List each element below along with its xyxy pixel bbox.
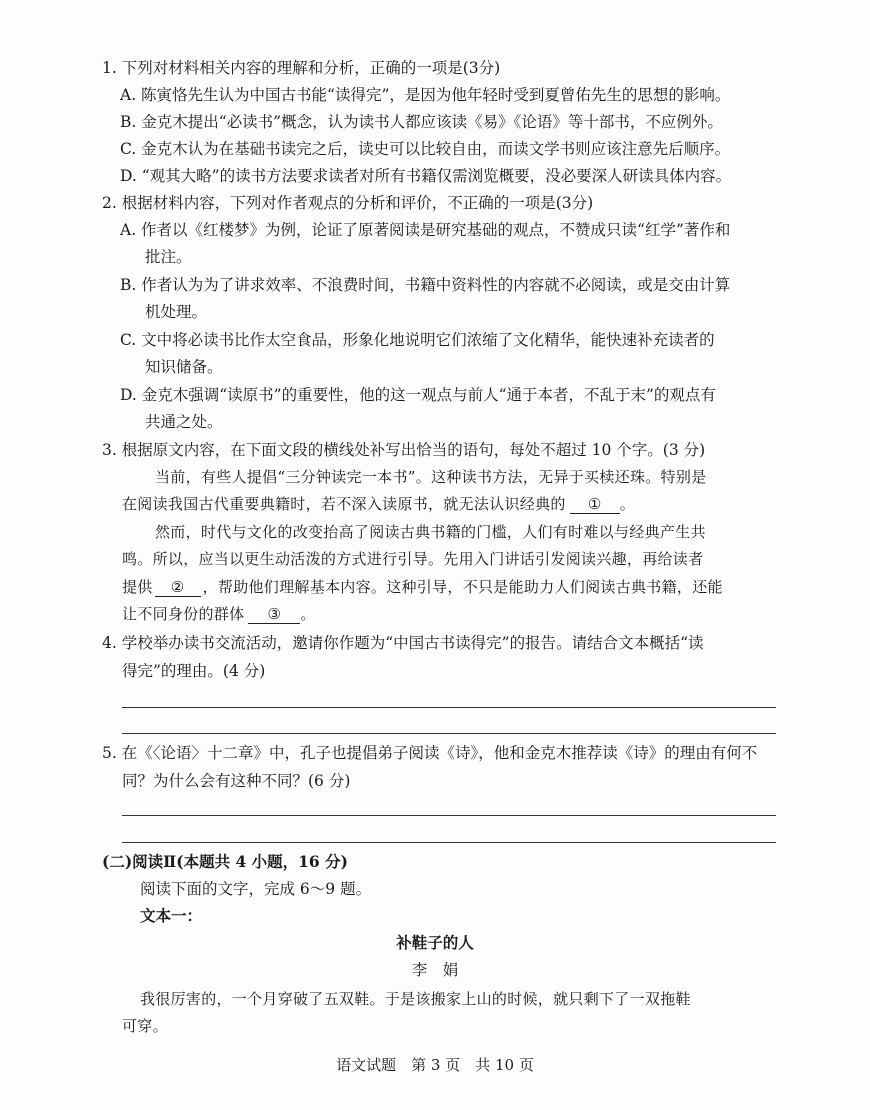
q3-passage-line: 当前，有些人提倡“三分钟读完一本书”。这种读书方法，无异于买椟还珠。特别是 <box>155 468 707 486</box>
q2-option-b: B. 作者认为为了讲求效率、不浪费时间，书籍中资料性的内容就不必阅读，或是交由计算 <box>120 276 731 294</box>
q2-stem: 2. 根据材料内容，下列对作者观点的分析和评价，不正确的一项是(3分) <box>102 194 594 212</box>
q2-option-c: C. 文中将必读书比作太空食品，形象化地说明它们浓缩了文化精华，能快速补充读者的 <box>120 331 715 349</box>
q2-option-c-cont: 知识储备。 <box>145 358 223 376</box>
q2-option-d: D. 金克木强调“读原书”的重要性，他的这一观点与前人“通于本者，不乱于末”的观点有 <box>120 386 716 404</box>
q3-passage-line: 让不同身份的群体 ③ 。 <box>122 605 316 623</box>
text-label: 文本一： <box>140 906 203 925</box>
q2-option-a-cont: 批注。 <box>145 248 192 266</box>
q3-passage-line: 鸣。所以，应当以更生动活泼的方式进行引导。先用入门讲话引发阅读兴趣，再给读者 <box>122 550 704 568</box>
q1-option-a: A. 陈寅恪先生认为中国古书能“读得完”，是因为他年轻时受到夏曾佑先生的思想的影响。 <box>120 86 731 104</box>
q3-passage-text: 让不同身份的群体 <box>122 605 245 623</box>
q3-passage-line: 在阅读我国古代重要典籍时，若不深入读原书，就无法认识经典的 ① 。 <box>122 495 636 513</box>
fill-blank-2[interactable]: ② <box>155 578 201 597</box>
q3-passage-line <box>122 576 723 598</box>
answer-line[interactable] <box>122 733 776 734</box>
q4-stem: 4. 学校举办读书交流活动，邀请你作题为“中国古书读得完”的报告。请结合文本概括“读 <box>102 634 704 652</box>
q3-passage-line: 然而，时代与文化的改变抬高了阅读古典书籍的门槛，人们有时难以与经典产生共 <box>155 523 706 541</box>
q5-stem: 5. 在《〈论语〉十二章》中，孔子也提倡弟子阅读《诗》，他和金克木推荐读《诗》的理由有何不 <box>102 744 758 762</box>
q3-passage-text: 在阅读我国古代重要典籍时，若不深入读原书，就无法认识经典的 <box>122 495 566 513</box>
q3-passage-text: 提供 <box>122 578 153 596</box>
fill-blank-1[interactable]: ① <box>570 495 620 514</box>
q5-stem-cont: 同？为什么会有这种不同？(6 分) <box>122 772 351 790</box>
q1-stem: 1. 下列对材料相关内容的理解和分析，正确的一项是(3分) <box>102 59 501 77</box>
story-title: 补鞋子的人 <box>396 933 474 952</box>
q3-stem: 3. 根据原文内容，在下面文段的横线处补写出恰当的语句，每处不超过 10 个字。(3 分) <box>102 441 706 459</box>
page-footer: 语文试题 第 3 页 共 10 页 <box>336 1056 534 1074</box>
q3-passage-text: ，帮助他们理解基本内容。这种引导，不只是能助力人们阅读古典书籍，还能 <box>202 578 723 596</box>
story-paragraph: 我很厉害的，一个月穿破了五双鞋。于是该搬家上山的时候，就只剩下了一双拖鞋 <box>140 990 691 1008</box>
q1-option-c: C. 金克木认为在基础书读完之后，读史可以比较自由，而读文学书则应该注意先后顺序。 <box>120 140 731 158</box>
answer-line[interactable] <box>122 815 776 816</box>
section-instruction: 阅读下面的文字，完成 6～9 题。 <box>140 880 372 898</box>
fill-blank-3[interactable]: ③ <box>248 605 300 624</box>
story-author: 李 娟 <box>411 961 459 979</box>
q1-option-d: D. “观其大略”的读书方法要求读者对所有书籍仅需浏览概要，没必要深人研读具体内容。 <box>120 167 732 185</box>
answer-line[interactable] <box>122 707 776 708</box>
story-paragraph-cont: 可穿。 <box>122 1017 168 1035</box>
q2-option-b-cont: 机处理。 <box>145 303 208 321</box>
q2-option-d-cont: 共通之处。 <box>145 413 223 431</box>
q1-option-b: B. 金克木提出“必读书”概念，认为读书人都应该读《易》《论语》等十部书，不应例外。 <box>120 113 723 131</box>
answer-line[interactable] <box>122 842 776 843</box>
section-heading: (二)阅读Ⅱ(本题共 4 小题，16 分) <box>102 852 348 871</box>
q4-stem-cont: 得完”的理由。(4 分) <box>122 662 266 680</box>
q2-option-a: A. 作者以《红楼梦》为例，论证了原著阅读是研究基础的观点，不赞成只读“红学”著作和 <box>120 221 731 239</box>
